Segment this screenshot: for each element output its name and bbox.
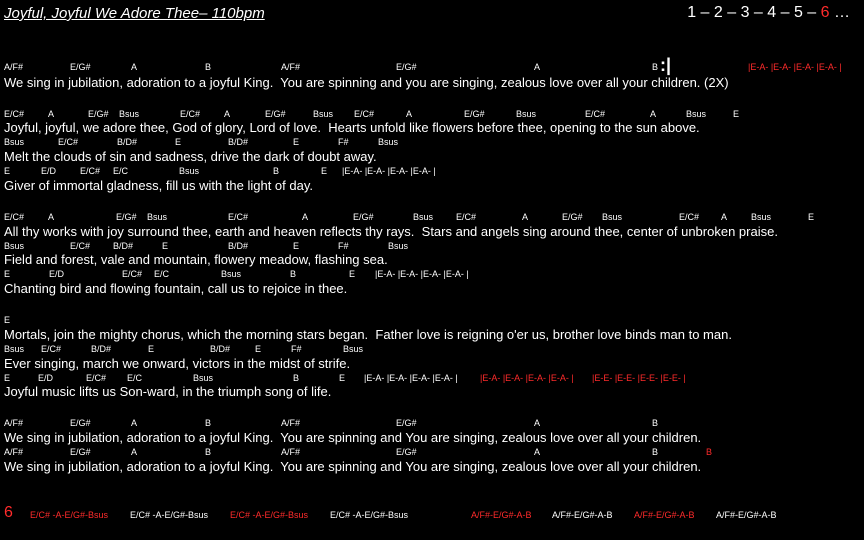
lyric-line: We sing in jubilation, adoration to a joyful King. You are spinning and you are singing, zealous love over all your children. (2X) xyxy=(4,75,729,90)
chord: E/C xyxy=(154,269,170,279)
chord: A/F# xyxy=(281,447,301,457)
chord: Bsus xyxy=(686,109,707,119)
tag-chords: |E-A- |E-A- |E-A- |E-A- | xyxy=(342,166,436,176)
chord: Bsus xyxy=(751,212,772,222)
footer-progression: E/C# -A-E/G#-Bsus xyxy=(330,510,409,520)
tag-chords-accent: |E-A- |E-A- |E-A- |E-A- | xyxy=(480,373,574,383)
chord: E xyxy=(4,315,11,325)
chord: E/C# xyxy=(354,109,375,119)
chord: E xyxy=(349,269,356,279)
chord: Bsus xyxy=(4,344,25,354)
chord: B xyxy=(205,418,212,428)
chord: E/C# xyxy=(4,212,25,222)
chord: E xyxy=(4,166,11,176)
chord: E xyxy=(148,344,155,354)
chord: A xyxy=(48,109,55,119)
chord: A xyxy=(131,62,138,72)
chord: E/C# xyxy=(41,344,62,354)
chord: E/G# xyxy=(70,447,91,457)
chord: E/G# xyxy=(70,62,91,72)
lyric-line: Joyful, joyful, we adore thee, God of glory, Lord of love. Hearts unfold like flowers before thee, opening to the sun above. xyxy=(4,120,700,135)
chord: E xyxy=(162,241,169,251)
chord: E/C# xyxy=(228,212,249,222)
chord: B xyxy=(273,166,280,176)
chord: A/F# xyxy=(4,62,24,72)
chord: E xyxy=(4,269,11,279)
chord: Bsus xyxy=(193,373,214,383)
chord: Bsus xyxy=(388,241,409,251)
chord: E xyxy=(293,137,300,147)
footer-progression: A/F#-E/G#-A-B xyxy=(471,510,532,520)
chord: E/D xyxy=(38,373,54,383)
chord: E xyxy=(293,241,300,251)
chord: A/F# xyxy=(4,447,24,457)
chord: E/G# xyxy=(70,418,91,428)
slide-order xyxy=(687,4,850,22)
chord: Bsus xyxy=(221,269,242,279)
chord: E xyxy=(255,344,262,354)
chord: A xyxy=(721,212,728,222)
chord: E/C# xyxy=(58,137,79,147)
chord: Bsus xyxy=(119,109,140,119)
lyric-line: All thy works with joy surround thee, earth and heaven reflects thy rays. Stars and angels sing around thee, center of unbroken praise. xyxy=(4,224,778,239)
chord: E/D xyxy=(41,166,57,176)
chord: B/D# xyxy=(117,137,138,147)
chord: E/C# xyxy=(122,269,143,279)
chord: B xyxy=(205,447,212,457)
chord: Bsus xyxy=(602,212,623,222)
chord: E/D xyxy=(49,269,65,279)
chord: B xyxy=(293,373,300,383)
chord: E/C# xyxy=(4,109,25,119)
slide-number: 6 xyxy=(4,504,13,521)
chord: E/C# xyxy=(180,109,201,119)
chord: B/D# xyxy=(228,241,249,251)
chord: B xyxy=(205,62,212,72)
chord: A/F# xyxy=(281,418,301,428)
chord: E/G# xyxy=(353,212,374,222)
chord: A xyxy=(302,212,309,222)
chord: B/D# xyxy=(91,344,112,354)
footer-progression: E/C# -A-E/G#-Bsus xyxy=(30,510,109,520)
chord: B xyxy=(652,62,659,72)
lyric-line: Joyful music lifts us Son-ward, in the triumph song of life. xyxy=(4,384,332,399)
chord: A xyxy=(131,447,138,457)
chord: A xyxy=(534,62,541,72)
lyric-line: Field and forest, vale and mountain, flowery meadow, flashing sea. xyxy=(4,252,388,267)
chord: A xyxy=(131,418,138,428)
repeat-sign: :| xyxy=(660,55,672,75)
chord: A/F# xyxy=(4,418,24,428)
chord: B/D# xyxy=(113,241,134,251)
tag-chords: |E-A- |E-A- |E-A- |E-A- | xyxy=(364,373,458,383)
song-title: Joyful, Joyful We Adore Thee– 110bpm xyxy=(4,5,265,22)
chord: A xyxy=(534,447,541,457)
chord: Bsus xyxy=(313,109,334,119)
chord: Bsus xyxy=(147,212,168,222)
chord: E/G# xyxy=(562,212,583,222)
chord: F# xyxy=(338,241,349,251)
chord: E/G# xyxy=(396,418,417,428)
footer-progression: E/C# -A-E/G#-Bsus xyxy=(130,510,209,520)
lyric-line: Melt the clouds of sin and sadness, drive the dark of doubt away. xyxy=(4,149,377,164)
chord: A xyxy=(48,212,55,222)
chord: E xyxy=(321,166,328,176)
chord: A/F# xyxy=(281,62,301,72)
chord: E/C# xyxy=(80,166,101,176)
chord: Bsus xyxy=(4,137,25,147)
lyric-line: We sing in jubilation, adoration to a joyful King. You are spinning and You are singing, zealous love over all your children. xyxy=(4,430,702,445)
chord: E/G# xyxy=(396,447,417,457)
chord: E xyxy=(4,373,11,383)
lyric-line: We sing in jubilation, adoration to a joyful King. You are spinning and You are singing, zealous love over all your children. xyxy=(4,459,702,474)
current-slide-number: 6 xyxy=(820,4,830,21)
chord: Bsus xyxy=(413,212,434,222)
chord: B/D# xyxy=(210,344,231,354)
chord: B xyxy=(652,447,659,457)
tag-chords: |E-A- |E-A- |E-A- |E-A- | xyxy=(748,62,842,72)
chord: E/C# xyxy=(86,373,107,383)
lyric-line: Giver of immortal gladness, fill us with the light of day. xyxy=(4,178,313,193)
slide-order-suffix: … xyxy=(834,4,850,21)
chord: E/C# xyxy=(679,212,700,222)
chord: E xyxy=(175,137,182,147)
lyric-line: Chanting bird and flowing fountain, call us to rejoice in thee. xyxy=(4,281,348,296)
footer-progression: E/C# -A-E/G#-Bsus xyxy=(230,510,309,520)
chord: A xyxy=(406,109,413,119)
chord-accent: B xyxy=(706,447,713,457)
chord: Bsus xyxy=(516,109,537,119)
tag-chords-accent: |E-E- |E-E- |E-E- |E-E- | xyxy=(592,373,686,383)
chord: E/C xyxy=(127,373,143,383)
chord: E xyxy=(733,109,740,119)
chord: Bsus xyxy=(378,137,399,147)
chord: E xyxy=(339,373,346,383)
chord: B xyxy=(652,418,659,428)
footer-progression: A/F#-E/G#-A-B xyxy=(634,510,695,520)
chord: E/C# xyxy=(70,241,91,251)
chord: E/G# xyxy=(464,109,485,119)
chord: E/C# xyxy=(456,212,477,222)
lyric-line: Mortals, join the mighty chorus, which the morning stars began. Father love is reigning o'er us, brother love binds man to man. xyxy=(4,327,732,342)
footer-progression: A/F#-E/G#-A-B xyxy=(552,510,613,520)
chord: E xyxy=(808,212,815,222)
chord: Bsus xyxy=(4,241,25,251)
chord: F# xyxy=(291,344,302,354)
chord: E/G# xyxy=(116,212,137,222)
chord: E/G# xyxy=(88,109,109,119)
chord: B/D# xyxy=(228,137,249,147)
chord: E/C xyxy=(113,166,129,176)
slide-order-prefix: 1 – 2 – 3 – 4 – 5 – xyxy=(687,4,817,21)
chord: Bsus xyxy=(343,344,364,354)
footer-progression: A/F#-E/G#-A-B xyxy=(716,510,777,520)
chord: F# xyxy=(338,137,349,147)
tag-chords: |E-A- |E-A- |E-A- |E-A- | xyxy=(375,269,469,279)
chord: E/G# xyxy=(396,62,417,72)
chord: A xyxy=(534,418,541,428)
chord: Bsus xyxy=(179,166,200,176)
chord: A xyxy=(522,212,529,222)
chord: A xyxy=(224,109,231,119)
chord: E/G# xyxy=(265,109,286,119)
lyric-line: Ever singing, march we onward, victors in the midst of strife. xyxy=(4,356,351,371)
chord: B xyxy=(290,269,297,279)
chord: A xyxy=(650,109,657,119)
chord: E/C# xyxy=(585,109,606,119)
